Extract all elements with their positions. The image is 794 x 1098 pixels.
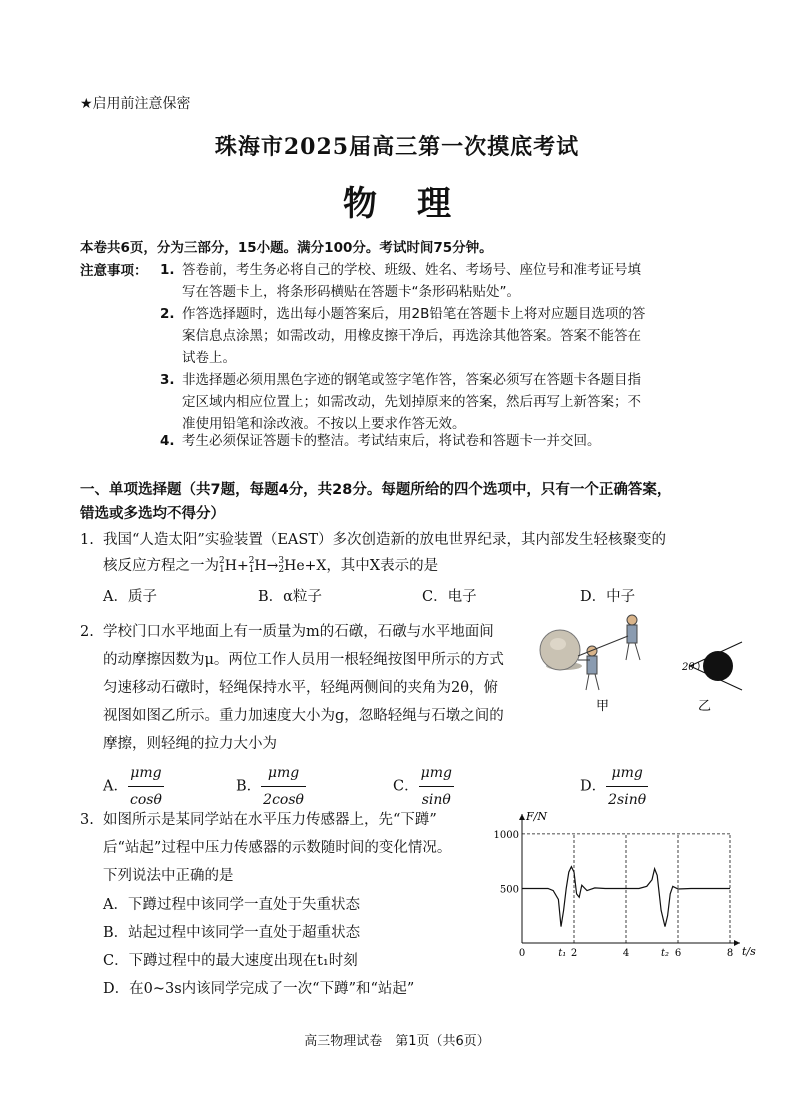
force-time-chart [488,808,758,963]
option-c[interactable] [393,760,454,813]
x-axis-arrow [734,940,740,946]
x-tick-label: t₁ [558,948,567,959]
q2-figure [532,608,744,718]
fraction-numerator: μmg [261,760,306,787]
figure-label-yi: 乙 [698,699,712,714]
stone-pier-illustration [540,630,582,670]
question-text: 如图所示是某同学站在水平压力传感器上，先“下蹲” [103,812,437,828]
note-number: 4. [160,433,175,449]
option-fraction [261,760,306,813]
note-text [182,259,722,303]
confidential-notice: ★启用前注意保密 [80,96,191,112]
section-1-title-line: 错选或多选均不得分） [80,506,225,522]
note-number: 1. [160,262,175,278]
note-line: 写在答题卡上，将条形码横贴在答题卡“条形码粘贴处”。 [182,284,520,300]
option-letter: B． [236,778,262,795]
y-tick-label: 500 [499,884,519,896]
option-letter: A． [103,778,128,795]
y-tick-label: 1000 [493,829,519,841]
exam-title: 珠海市2025届高三第一次摸底考试 [214,134,580,160]
note-text [182,369,722,435]
x-axis-label: t/s [742,945,756,958]
option-letter: D． [580,778,607,795]
x-tick-label: 2 [570,948,578,959]
option-c[interactable]: C．下蹲过程中的最大速度出现在t₁时刻 [103,953,358,969]
option-b[interactable]: B．站起过程中该同学一直处于超重状态 [103,925,361,941]
option-b[interactable]: B．α粒子 [258,589,322,605]
fraction-numerator: μmg [419,760,454,787]
question-text: 匀速移动石礅时，轻绳保持水平，轻绳两侧间的夹角为2θ，俯 [103,680,498,696]
question-number: 1. [80,532,94,548]
fraction-numerator: μmg [128,760,164,787]
option-fraction [128,760,164,813]
option-d[interactable]: D．中子 [580,589,636,605]
option-d[interactable]: D．在0~3s内该同学完成了一次“下蹲”和“站起” [103,981,415,997]
question-text: 学校门口水平地面上有一质量为m的石礅，石礅与水平地面间 [103,624,494,640]
question-text: 后“站起”过程中压力传感器的示数随时间的变化情况。 [103,840,452,856]
page-footer: 高三物理试卷 第1页（共6页） [304,1034,490,1049]
note-line: 考生必须保证答题卡的整洁。考试结束后，将试卷和答题卡一并交回。 [182,433,601,449]
section-1-title-line: 一、单项选择题（共7题，每题4分，共28分。每题所给的四个选项中，只有一个正确答案， [80,482,672,498]
note-line: 答卷前，考生务必将自己的学校、班级、姓名、考场号、座位号和准考证号填 [182,262,641,278]
question-number: 3. [80,812,94,828]
y-axis-label: F/N [526,810,547,823]
rope [578,636,628,656]
x-tick-label: 0 [518,948,526,959]
exam-info: 本卷共6页，分为三部分，15小题。满分100分。考试时间75分钟。 [80,240,493,256]
option-fraction [419,760,454,813]
note-line: 定区域内相应位置上；如需改动，先划掉原来的答案，然后再写上新答案；不 [182,394,641,410]
question-text: 的动摩擦因数为μ。两位工作人员用一根轻绳按图甲所示的方式 [103,652,504,668]
question-text [103,553,438,579]
x-tick-label: 6 [674,948,682,959]
subject-title: 物理 [343,184,491,224]
note-line: 作答选择题时，选出每小题答案后，用2B铅笔在答题卡上将对应题目选项的答 [182,306,646,322]
note-text [182,303,722,369]
note-line: 案信息点涂黑；如需改动，用橡皮擦干净后，再选涂其他答案。答案不能答在 [182,328,641,344]
option-d[interactable] [580,760,648,813]
note-number: 3. [160,372,175,388]
question-text: 下列说法中正确的是 [103,868,234,884]
x-tick-label: 4 [622,948,630,959]
top-view-diagram [681,642,742,690]
option-a[interactable]: A．下蹲过程中该同学一直处于失重状态 [103,897,360,913]
option-c[interactable]: C．电子 [422,589,477,605]
question-text-post: ，其中X表示的是 [326,558,439,574]
worker-figure [586,646,599,690]
option-letter: C． [393,778,419,795]
fraction-denominator: sinθ [421,792,451,808]
option-a[interactable]: A．质子 [103,589,157,605]
question-text: 摩擦，则轻绳的拉力大小为 [103,736,277,752]
question-text: 我国“人造太阳”实验装置（EAST）多次创造新的放电世界纪录，其内部发生轻核聚变的 [103,532,666,548]
angle-label: 2θ [682,662,695,673]
x-tick-label: t₂ [660,948,670,959]
fraction-denominator: 2cosθ [263,792,304,808]
nuclear-equation: 2 1H+2 1H→3 2He+X [219,556,327,575]
y-axis-arrow [519,814,525,820]
x-tick-label: 8 [726,948,734,959]
note-line: 准使用铅笔和涂改液。不按以上要求作答无效。 [182,416,466,432]
option-a[interactable] [103,760,164,813]
note-line: 非选择题必须用黑色字迹的钢笔或签字笔作答，答案必须写在答题卡各题目指 [182,372,641,388]
fraction-denominator: cosθ [129,792,162,808]
figure-label-jia: 甲 [596,699,610,714]
option-b[interactable] [236,760,306,813]
question-number: 2. [80,624,94,640]
notes-label: 注意事项： [80,263,148,279]
note-line: 试卷上。 [182,350,236,366]
worker-figure [626,615,640,660]
fraction-denominator: 2sinθ [608,792,647,808]
note-text [182,430,722,452]
note-number: 2. [160,306,175,322]
question-text-pre: 核反应方程之一为 [103,558,219,574]
option-fraction [606,760,648,813]
question-text: 视图如图乙所示。重力加速度大小为g，忽略轻绳与石墩之间的 [103,708,504,724]
section-1-title [80,478,720,526]
fraction-numerator: μmg [606,760,648,787]
